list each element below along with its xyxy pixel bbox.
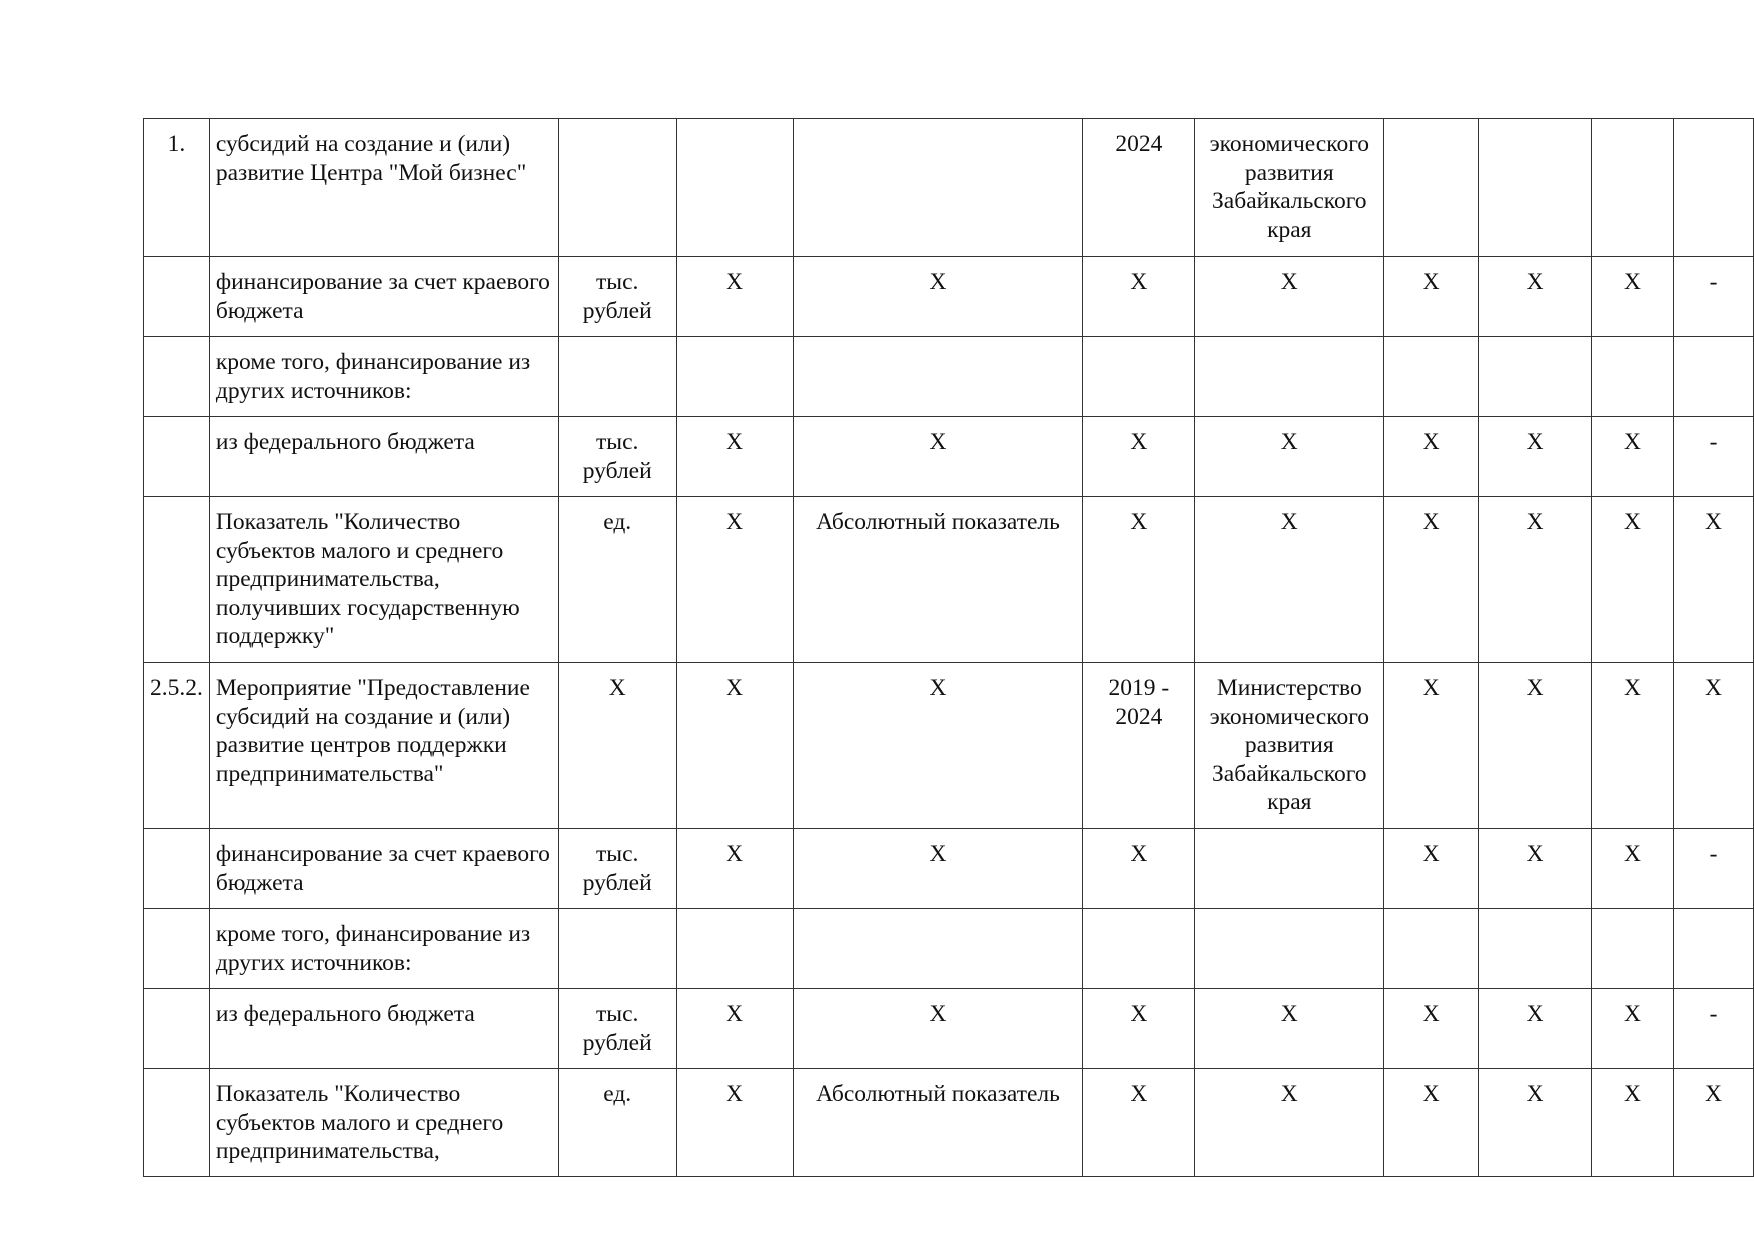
cell-col-10: X — [1592, 1069, 1674, 1177]
table-row — [144, 909, 1754, 989]
table-row — [144, 989, 1754, 1069]
cell-col-11 — [1674, 119, 1754, 257]
cell-col-10: X — [1592, 257, 1674, 337]
cell-indicator-type — [793, 337, 1083, 417]
cell-col-9: X — [1479, 497, 1592, 663]
cell-item-name: Показатель "Количество субъектов малого и среднего предпринимательства, — [209, 1069, 558, 1177]
cell-col-8: X — [1384, 989, 1479, 1069]
cell-col-9: X — [1479, 417, 1592, 497]
cell-period — [1083, 337, 1195, 417]
cell-unit: тыс. рублей — [558, 417, 676, 497]
cell-col-9 — [1479, 119, 1592, 257]
cell-unit: тыс. рублей — [558, 257, 676, 337]
cell-responsible: X — [1195, 257, 1384, 337]
cell-row-number — [144, 257, 210, 337]
cell-col-4: X — [676, 663, 793, 829]
cell-col-10 — [1592, 119, 1674, 257]
cell-col-8: X — [1384, 257, 1479, 337]
cell-row-number: 2.5.2. — [144, 663, 210, 829]
cell-row-number — [144, 1069, 210, 1177]
cell-responsible: Министерство экономического развития Забайкальского края — [1195, 663, 1384, 829]
cell-period: X — [1083, 1069, 1195, 1177]
cell-responsible: X — [1195, 417, 1384, 497]
cell-col-10: X — [1592, 989, 1674, 1069]
cell-item-name: Показатель "Количество субъектов малого и среднего предпринимательства, получивших государственную поддержку" — [209, 497, 558, 663]
cell-unit: X — [558, 663, 676, 829]
table-row — [144, 119, 1754, 257]
cell-col-8 — [1384, 337, 1479, 417]
cell-unit — [558, 337, 676, 417]
cell-responsible — [1195, 909, 1384, 989]
cell-period: 2024 — [1083, 119, 1195, 257]
cell-period — [1083, 909, 1195, 989]
cell-indicator-type: X — [793, 663, 1083, 829]
cell-item-name: из федерального бюджета — [209, 989, 558, 1069]
cell-col-11: X — [1674, 663, 1754, 829]
cell-responsible — [1195, 337, 1384, 417]
cell-col-4 — [676, 119, 793, 257]
cell-responsible — [1195, 829, 1384, 909]
cell-row-number — [144, 417, 210, 497]
cell-col-10: X — [1592, 417, 1674, 497]
cell-responsible: X — [1195, 1069, 1384, 1177]
cell-period: 2019 - 2024 — [1083, 663, 1195, 829]
cell-responsible: экономического развития Забайкальского края — [1195, 119, 1384, 257]
cell-col-8: X — [1384, 497, 1479, 663]
cell-unit: тыс. рублей — [558, 989, 676, 1069]
cell-indicator-type: X — [793, 417, 1083, 497]
cell-col-8: X — [1384, 663, 1479, 829]
cell-col-9: X — [1479, 989, 1592, 1069]
cell-col-10: X — [1592, 497, 1674, 663]
cell-unit — [558, 119, 676, 257]
cell-unit: тыс. рублей — [558, 829, 676, 909]
cell-period: X — [1083, 829, 1195, 909]
cell-responsible: X — [1195, 497, 1384, 663]
cell-col-9: X — [1479, 1069, 1592, 1177]
cell-row-number — [144, 829, 210, 909]
cell-unit: ед. — [558, 1069, 676, 1177]
cell-indicator-type: X — [793, 257, 1083, 337]
cell-row-number: 1. — [144, 119, 210, 257]
table-row — [144, 497, 1754, 663]
cell-item-name: финансирование за счет краевого бюджета — [209, 829, 558, 909]
table-row — [144, 663, 1754, 829]
cell-col-4: X — [676, 989, 793, 1069]
cell-responsible: X — [1195, 989, 1384, 1069]
cell-indicator-type — [793, 909, 1083, 989]
cell-col-4: X — [676, 829, 793, 909]
cell-row-number — [144, 989, 210, 1069]
cell-col-9: X — [1479, 829, 1592, 909]
table-body — [144, 119, 1754, 1177]
cell-col-8: X — [1384, 417, 1479, 497]
cell-item-name: кроме того, финансирование из других источников: — [209, 909, 558, 989]
cell-col-9: X — [1479, 663, 1592, 829]
cell-indicator-type: X — [793, 989, 1083, 1069]
cell-col-8 — [1384, 909, 1479, 989]
cell-item-name: финансирование за счет краевого бюджета — [209, 257, 558, 337]
cell-col-10 — [1592, 337, 1674, 417]
table-row — [144, 417, 1754, 497]
cell-col-4: X — [676, 1069, 793, 1177]
cell-col-8 — [1384, 119, 1479, 257]
cell-col-10: X — [1592, 829, 1674, 909]
cell-col-11: - — [1674, 829, 1754, 909]
cell-period: X — [1083, 989, 1195, 1069]
cell-col-4: X — [676, 417, 793, 497]
cell-period: X — [1083, 417, 1195, 497]
cell-col-8: X — [1384, 829, 1479, 909]
cell-col-8: X — [1384, 1069, 1479, 1177]
cell-col-4: X — [676, 497, 793, 663]
cell-indicator-type: Абсолютный показатель — [793, 1069, 1083, 1177]
table-row — [144, 1069, 1754, 1177]
cell-col-9 — [1479, 337, 1592, 417]
cell-col-10: X — [1592, 663, 1674, 829]
program-table — [143, 118, 1754, 1177]
cell-col-11 — [1674, 337, 1754, 417]
cell-indicator-type: Абсолютный показатель — [793, 497, 1083, 663]
table-row — [144, 829, 1754, 909]
cell-col-4 — [676, 337, 793, 417]
cell-period: X — [1083, 257, 1195, 337]
cell-indicator-type: X — [793, 829, 1083, 909]
cell-item-name: Мероприятие "Предоставление субсидий на создание и (или) развитие центров поддержки предпринимательства" — [209, 663, 558, 829]
cell-row-number — [144, 909, 210, 989]
cell-col-9: X — [1479, 257, 1592, 337]
cell-col-9 — [1479, 909, 1592, 989]
table-row — [144, 257, 1754, 337]
cell-col-11: X — [1674, 497, 1754, 663]
cell-item-name: субсидий на создание и (или) развитие Центра "Мой бизнес" — [209, 119, 558, 257]
cell-col-11: - — [1674, 989, 1754, 1069]
cell-col-11: - — [1674, 417, 1754, 497]
cell-unit — [558, 909, 676, 989]
cell-unit: ед. — [558, 497, 676, 663]
cell-item-name: из федерального бюджета — [209, 417, 558, 497]
cell-item-name: кроме того, финансирование из других источников: — [209, 337, 558, 417]
cell-col-11: X — [1674, 1069, 1754, 1177]
cell-col-11 — [1674, 909, 1754, 989]
cell-col-11: - — [1674, 257, 1754, 337]
cell-row-number — [144, 337, 210, 417]
cell-row-number — [144, 497, 210, 663]
cell-col-10 — [1592, 909, 1674, 989]
cell-period: X — [1083, 497, 1195, 663]
cell-col-4 — [676, 909, 793, 989]
cell-indicator-type — [793, 119, 1083, 257]
cell-col-4: X — [676, 257, 793, 337]
table-row — [144, 337, 1754, 417]
